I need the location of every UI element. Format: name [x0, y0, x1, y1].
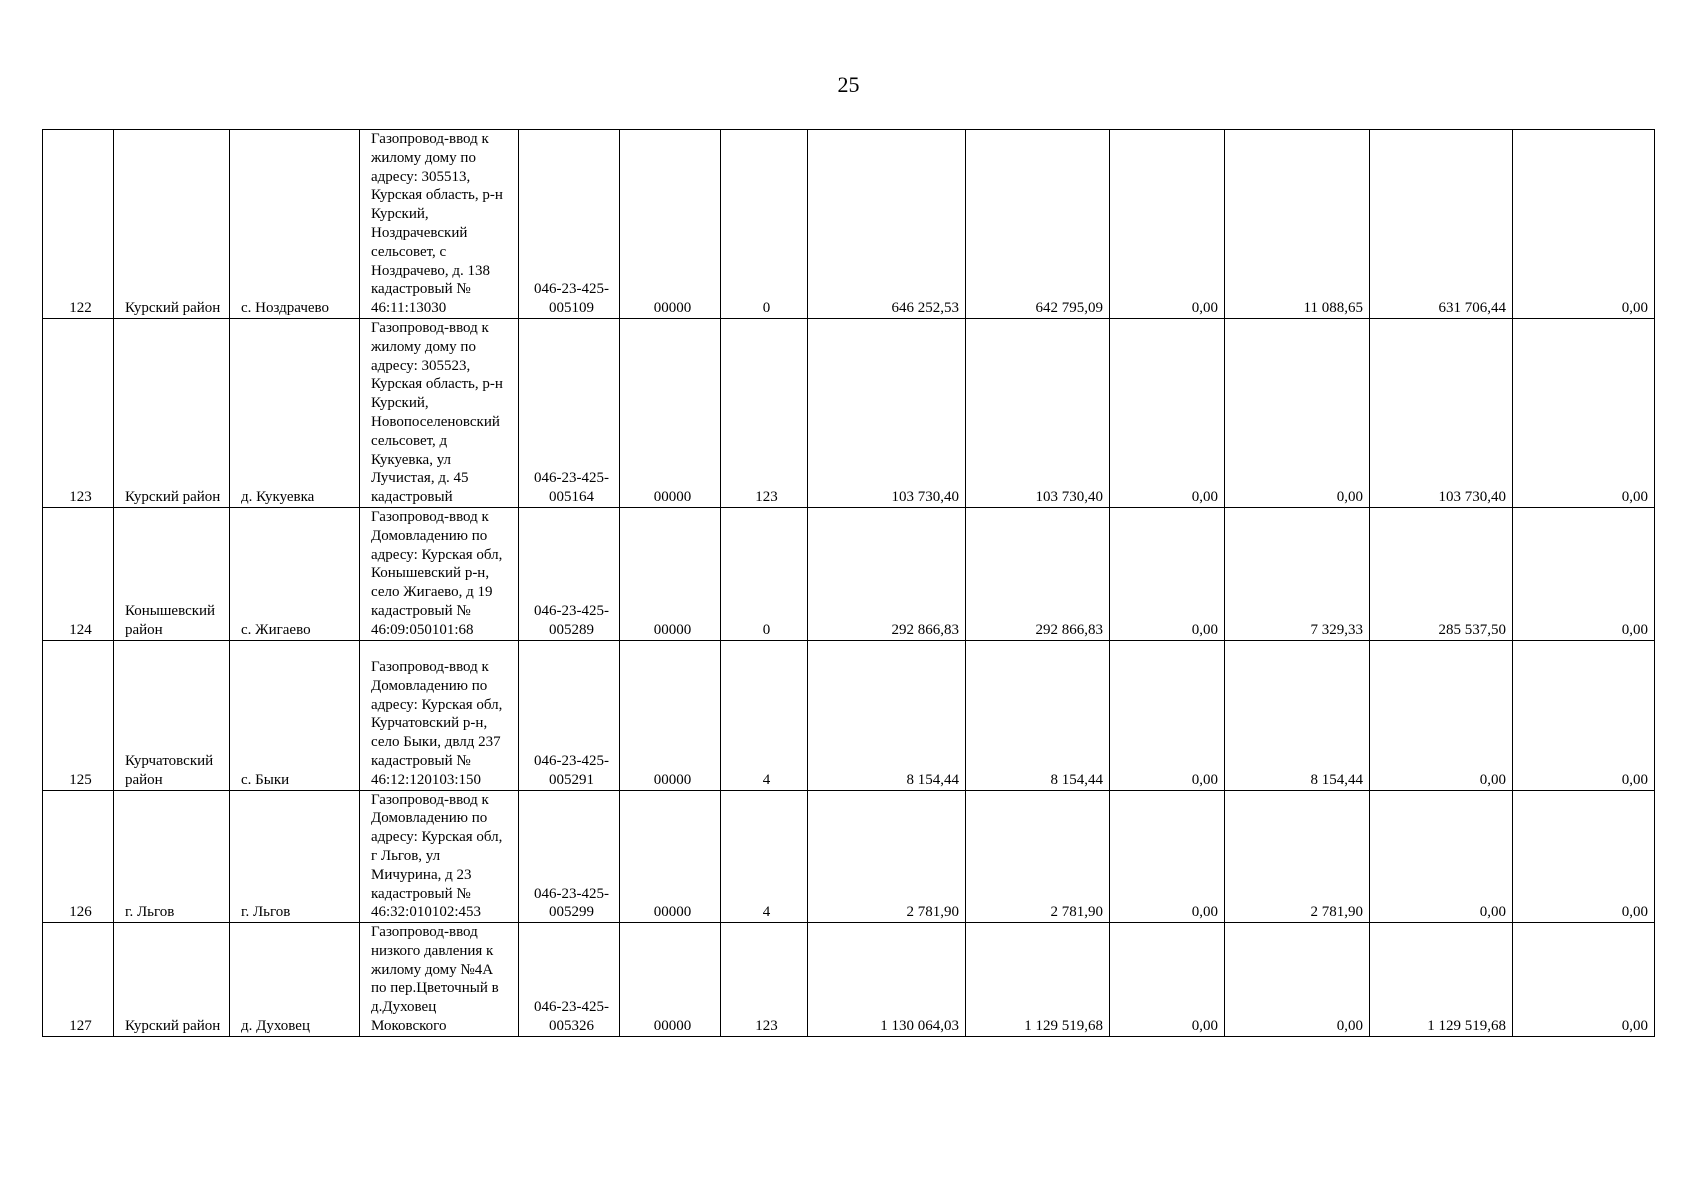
district: г. Льгов: [114, 790, 230, 923]
amount-5: 631 706,44: [1370, 130, 1513, 319]
code: 00000: [620, 790, 721, 923]
row-number: 123: [43, 318, 114, 507]
amount-6: 0,00: [1513, 507, 1655, 640]
district: Курский район: [114, 923, 230, 1037]
amount-2: 103 730,40: [966, 318, 1110, 507]
count: 4: [721, 790, 808, 923]
row-number: 122: [43, 130, 114, 319]
amount-3: 0,00: [1110, 790, 1225, 923]
amount-2: 292 866,83: [966, 507, 1110, 640]
amount-4: 7 329,33: [1225, 507, 1370, 640]
amount-6: 0,00: [1513, 130, 1655, 319]
settlement: д. Духовец: [230, 923, 360, 1037]
amount-4: 11 088,65: [1225, 130, 1370, 319]
amount-1: 1 130 064,03: [808, 923, 966, 1037]
inventory-number: 046-23-425-005109: [519, 130, 620, 319]
settlement: с. Быки: [230, 640, 360, 790]
table-row: [43, 318, 1655, 507]
code: 00000: [620, 640, 721, 790]
amount-3: 0,00: [1110, 640, 1225, 790]
amount-2: 2 781,90: [966, 790, 1110, 923]
amount-6: 0,00: [1513, 640, 1655, 790]
amount-1: 8 154,44: [808, 640, 966, 790]
table-row: [43, 923, 1655, 1037]
row-number: 124: [43, 507, 114, 640]
district: Конышевский район: [114, 507, 230, 640]
object-description: Газопровод-ввод к Домовладению по адресу: Курская обл, г Льгов, ул Мичурина, д 23 кадастровый № 46:32:010102:453: [360, 790, 519, 923]
object-description: Газопровод-ввод к Домовладению по адресу: Курская обл, Курчатовский р-н, село Быки, двлд 237 кадастровый № 46:12:120103:150: [360, 640, 519, 790]
count: 123: [721, 318, 808, 507]
row-number: 125: [43, 640, 114, 790]
asset-registry-table: [42, 129, 1655, 1037]
amount-1: 646 252,53: [808, 130, 966, 319]
settlement: г. Льгов: [230, 790, 360, 923]
district: Курский район: [114, 318, 230, 507]
inventory-number: 046-23-425-005164: [519, 318, 620, 507]
table-row: [43, 640, 1655, 790]
amount-4: 8 154,44: [1225, 640, 1370, 790]
code: 00000: [620, 923, 721, 1037]
count: 123: [721, 923, 808, 1037]
amount-1: 292 866,83: [808, 507, 966, 640]
amount-1: 103 730,40: [808, 318, 966, 507]
page-number: 25: [837, 72, 860, 97]
amount-2: 8 154,44: [966, 640, 1110, 790]
amount-4: 0,00: [1225, 923, 1370, 1037]
object-description: Газопровод-ввод к жилому дому по адресу: 305523, Курская область, р-н Курский, Новопоселеновский сельсовет, д Кукуевка, ул Лучистая, д. 45 кадастровый: [360, 318, 519, 507]
settlement: с. Ноздрачево: [230, 130, 360, 319]
code: 00000: [620, 507, 721, 640]
amount-4: 0,00: [1225, 318, 1370, 507]
object-description: Газопровод-ввод к Домовладению по адресу: Курская обл, Конышевский р-н, село Жигаево, д 19 кадастровый № 46:09:050101:68: [360, 507, 519, 640]
amount-3: 0,00: [1110, 318, 1225, 507]
amount-3: 0,00: [1110, 130, 1225, 319]
amount-6: 0,00: [1513, 790, 1655, 923]
code: 00000: [620, 318, 721, 507]
amount-5: 0,00: [1370, 640, 1513, 790]
amount-3: 0,00: [1110, 507, 1225, 640]
amount-2: 642 795,09: [966, 130, 1110, 319]
amount-5: 285 537,50: [1370, 507, 1513, 640]
object-description: Газопровод-ввод низкого давления к жилому дому №4А по пер.Цветочный в д.Духовец Моковского: [360, 923, 519, 1037]
code: 00000: [620, 130, 721, 319]
object-description: Газопровод-ввод к жилому дому по адресу: 305513, Курская область, р-н Курский, Ноздрачевский сельсовет, с Ноздрачево, д. 138 кадастровый № 46:11:13030: [360, 130, 519, 319]
count: 0: [721, 507, 808, 640]
table-row: [43, 790, 1655, 923]
inventory-number: 046-23-425-005299: [519, 790, 620, 923]
amount-3: 0,00: [1110, 923, 1225, 1037]
inventory-number: 046-23-425-005326: [519, 923, 620, 1037]
inventory-number: 046-23-425-005289: [519, 507, 620, 640]
amount-6: 0,00: [1513, 923, 1655, 1037]
amount-5: 0,00: [1370, 790, 1513, 923]
amount-1: 2 781,90: [808, 790, 966, 923]
amount-2: 1 129 519,68: [966, 923, 1110, 1037]
district: Курчатовский район: [114, 640, 230, 790]
amount-4: 2 781,90: [1225, 790, 1370, 923]
table-row: [43, 130, 1655, 319]
table-row: [43, 507, 1655, 640]
count: 4: [721, 640, 808, 790]
row-number: 126: [43, 790, 114, 923]
amount-5: 103 730,40: [1370, 318, 1513, 507]
inventory-number: 046-23-425-005291: [519, 640, 620, 790]
district: Курский район: [114, 130, 230, 319]
count: 0: [721, 130, 808, 319]
settlement: д. Кукуевка: [230, 318, 360, 507]
amount-6: 0,00: [1513, 318, 1655, 507]
amount-5: 1 129 519,68: [1370, 923, 1513, 1037]
row-number: 127: [43, 923, 114, 1037]
settlement: с. Жигаево: [230, 507, 360, 640]
